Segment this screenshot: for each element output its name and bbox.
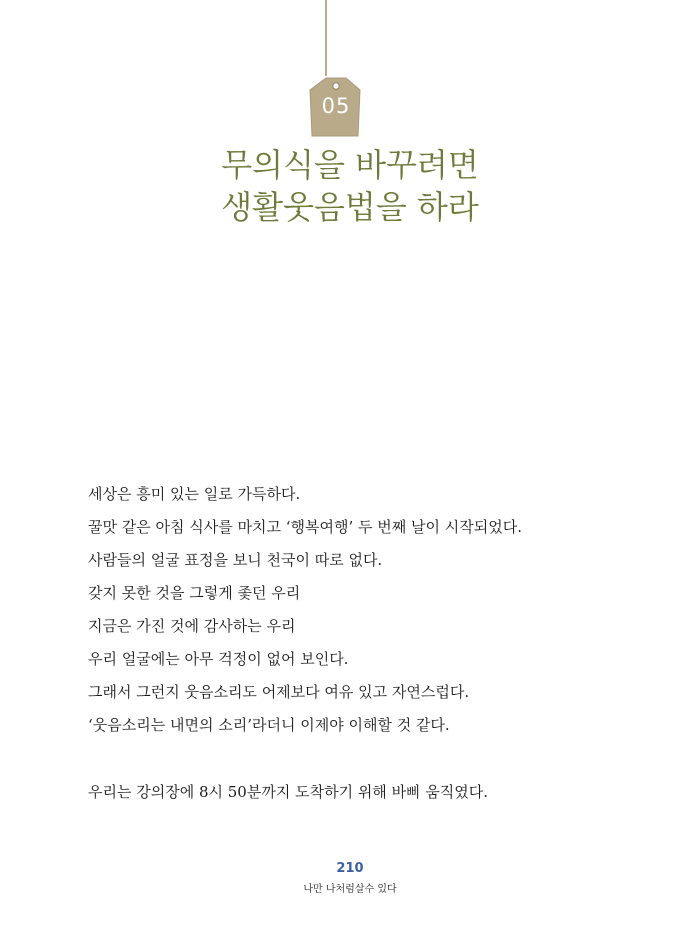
chapter-title-line-2: 생활웃음법을 하라 xyxy=(221,188,479,226)
body-line: 그래서 그런지 웃음소리도 어제보다 여유 있고 자연스럽다. xyxy=(88,683,470,701)
body-line: 세상은 흥미 있는 일로 가득하다. xyxy=(88,485,301,503)
page-number: 210 xyxy=(336,861,364,876)
running-footer-book-title: 나만 나처럼살수 있다 xyxy=(303,884,397,895)
chapter-number: 05 xyxy=(321,94,351,118)
body-line: 우리 얼굴에는 아무 걱정이 없어 보인다. xyxy=(88,650,349,668)
body-line: 사람들의 얼굴 표정을 보니 천국이 따로 없다. xyxy=(88,551,383,569)
chapter-title-line-1: 무의식을 바꾸려면 xyxy=(221,146,479,184)
chapter-title xyxy=(0,144,700,228)
body-line: 지금은 가진 것에 감사하는 우리 xyxy=(88,617,296,635)
body-text xyxy=(88,478,608,809)
body-line: ‘웃음소리는 내면의 소리’라더니 이제야 이해할 것 같다. xyxy=(88,716,450,734)
hanging-string xyxy=(324,0,328,76)
body-line: 꿀맛 같은 아침 식사를 마치고 ‘행복여행’ 두 번째 날이 시작되었다. xyxy=(88,518,522,536)
body-line: 갖지 못한 것을 그렇게 좇던 우리 xyxy=(88,584,301,602)
body-line: 우리는 강의장에 8시 50분까지 도착하기 위해 바삐 움직였다. xyxy=(88,783,489,801)
